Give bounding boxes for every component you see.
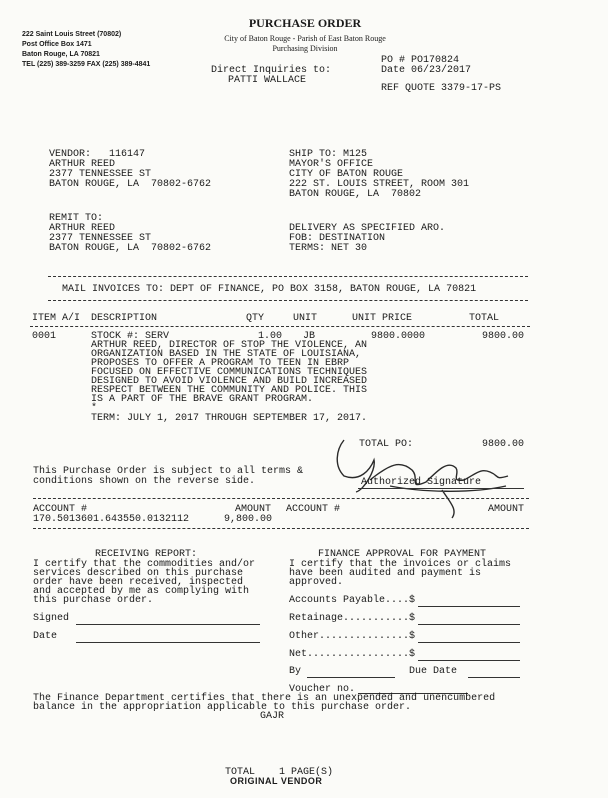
description-line: IS A PART OF THE BRAVE GRANT PROGRAM. — [91, 394, 314, 405]
col-item: ITEM A/I — [32, 313, 81, 324]
authorized-signature-label: Authorized Signature — [361, 477, 482, 488]
receiving-text: order have been received, inspected — [33, 577, 244, 588]
retainage-label: Retainage...........$ — [289, 613, 416, 624]
due-date-label: Due Date — [409, 666, 458, 677]
payment-terms: TERMS: NET 30 — [289, 243, 368, 254]
net-label: Net.................$ — [289, 649, 416, 660]
account-label-1: ACCOUNT # — [33, 504, 88, 515]
description-line: ORGANIZATION BASED IN THE STATE OF LOUISIANA, — [91, 349, 362, 360]
terms-note: This Purchase Order is subject to all terms & — [33, 466, 304, 477]
retainage-field[interactable] — [418, 624, 520, 625]
ship-to-code: SHIP TO: M125 — [289, 149, 368, 160]
approved-by-label: By — [289, 666, 302, 677]
copy-designation: ORIGINAL VENDOR — [230, 776, 323, 786]
org-address-street: 222 Saint Louis Street (70802) — [22, 31, 122, 38]
org-address-pobox: Post Office Box 1471 — [22, 41, 92, 48]
org-address-city: Baton Rouge, LA 70821 — [22, 51, 100, 58]
vendor-city: BATON ROUGE, LA 70802-6762 — [49, 179, 212, 190]
vendor-name: ARTHUR REED — [49, 159, 116, 170]
other-field[interactable] — [418, 642, 520, 643]
remit-city: BATON ROUGE, LA 70802-6762 — [49, 243, 212, 254]
inquiries-name: PATTI WALLACE — [228, 75, 307, 86]
finance-certification: balance in the appropriation applicable to this purchase order. — [33, 702, 412, 713]
delivery-terms: DELIVERY AS SPECIFIED ARO. — [289, 223, 446, 234]
account-label-2: ACCOUNT # — [286, 504, 341, 515]
ship-to-office: MAYOR'S OFFICE — [289, 159, 374, 170]
stock-number: STOCK #: SERV — [91, 331, 170, 342]
header-divider — [30, 326, 530, 327]
approved-by-field[interactable] — [307, 677, 395, 678]
ref-quote: REF QUOTE 3379-17-PS — [381, 83, 502, 94]
document-title: PURCHASE ORDER — [248, 16, 362, 30]
finance-certification: The Finance Department certifies that there is an unexpended and unencumbered — [33, 693, 496, 704]
receiving-text: and accepted by me as complying with — [33, 586, 250, 597]
description-line: ARTHUR REED, DIRECTOR OF STOP THE VIOLENCE, AN — [91, 340, 368, 351]
amount-label-2: AMOUNT — [488, 504, 525, 515]
net-field[interactable] — [418, 660, 520, 661]
vendor-id: VENDOR: 116147 — [49, 149, 146, 160]
finance-text: I certify that the invoices or claims — [289, 559, 512, 570]
total-po-value: 9800.00 — [482, 439, 525, 450]
account-divider — [33, 498, 529, 499]
accounts-payable-field[interactable] — [418, 606, 520, 607]
po-number: PO # PO170824 — [381, 55, 460, 66]
remit-name: ARTHUR REED — [49, 223, 116, 234]
item-qty: 1.00 — [258, 331, 283, 342]
item-number: 0001 — [32, 331, 57, 342]
receiving-text: services described on this purchase — [33, 568, 244, 579]
finance-text: approved. — [289, 577, 344, 588]
amount-label-1: AMOUNT — [235, 504, 272, 515]
col-qty: QTY — [246, 313, 265, 324]
col-unit-price: UNIT PRICE — [352, 313, 413, 324]
fob: FOB: DESTINATION — [289, 233, 386, 244]
finance-text: have been audited and payment is — [289, 568, 482, 579]
org-phone-fax: TEL (225) 389-3259 FAX (225) 389-4841 — [22, 61, 151, 68]
account-number: 170.5013601.643550.0132112 — [33, 514, 190, 525]
description-line: PROPOSES TO OFFER A PROGRAM TO TEEN IN EBRP — [91, 358, 350, 369]
signed-label: Signed — [33, 613, 70, 624]
account-amount: 9,800.00 — [224, 514, 273, 525]
org-name: City of Baton Rouge - Parish of East Baton Rouge — [224, 34, 386, 43]
description-line: FOCUSED ON EFFECTIVE COMMUNICATIONS TECHNIQUES — [91, 367, 368, 378]
division-name: Purchasing Division — [272, 44, 338, 53]
inquiries-label: Direct Inquiries to: — [211, 65, 332, 76]
po-date: Date 06/23/2017 — [381, 65, 472, 76]
finance-title: FINANCE APPROVAL FOR PAYMENT — [318, 549, 487, 560]
signed-field[interactable] — [76, 624, 260, 625]
description-line: DESIGNED TO AVOID VIOLENCE AND BUILD INCREASED — [91, 376, 368, 387]
description-line: RESPECT BETWEEN THE COMMUNITY AND POLICE. THIS — [91, 385, 368, 396]
total-po-label: TOTAL PO: — [359, 439, 414, 450]
item-total: 9800.00 — [482, 331, 525, 342]
divider-bottom — [48, 300, 528, 301]
remit-label: REMIT TO: — [49, 213, 104, 224]
col-unit: UNIT — [293, 313, 318, 324]
voucher-label: Voucher no. — [289, 684, 356, 695]
account-divider-bottom — [33, 528, 529, 529]
ship-to-city-name: CITY OF BATON ROUGE — [289, 169, 404, 180]
total-pages: TOTAL 1 PAGE(S) — [225, 767, 334, 778]
col-description: DESCRIPTION — [91, 313, 158, 324]
contract-term: TERM: JULY 1, 2017 THROUGH SEPTEMBER 17, 2017. — [91, 413, 368, 424]
ship-to-street: 222 ST. LOUIS STREET, ROOM 301 — [289, 179, 470, 190]
col-total: TOTAL — [469, 313, 500, 324]
item-unit-price: 9800.0000 — [371, 331, 426, 342]
remit-street: 2377 TENNESSEE ST — [49, 233, 152, 244]
due-date-field[interactable] — [468, 677, 520, 678]
initials: GAJR — [260, 711, 285, 722]
terms-note: conditions shown on the reverse side. — [33, 476, 256, 487]
vendor-street: 2377 TENNESSEE ST — [49, 169, 152, 180]
receiving-text: this purchase order. — [33, 595, 154, 606]
mail-invoices: MAIL INVOICES TO: DEPT OF FINANCE, PO BOX 3158, BATON ROUGE, LA 70821 — [62, 284, 477, 295]
divider-top — [48, 276, 528, 277]
receiving-title: RECEIVING REPORT: — [95, 549, 198, 560]
date-label: Date — [33, 631, 58, 642]
description-asterisk: * — [91, 403, 98, 414]
accounts-payable-label: Accounts Payable....$ — [289, 595, 416, 606]
item-unit: JB — [303, 331, 316, 342]
date-field[interactable] — [76, 642, 260, 643]
other-label: Other...............$ — [289, 631, 416, 642]
signature-line — [358, 488, 524, 489]
receiving-text: I certify that the commodities and/or — [33, 559, 256, 570]
ship-to-city: BATON ROUGE, LA 70802 — [289, 189, 422, 200]
